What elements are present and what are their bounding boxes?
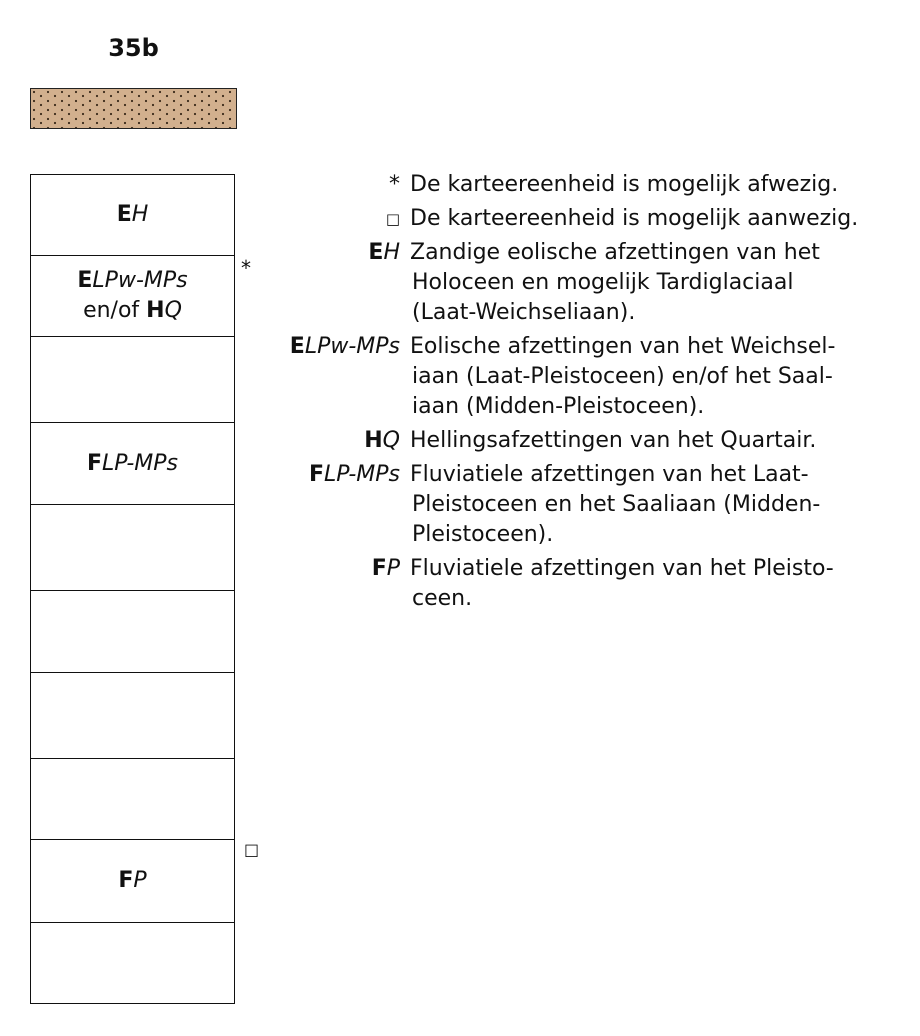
present-marker: □ [244, 840, 260, 859]
legend-code: FLP-MPs [309, 462, 400, 487]
layer-10[interactable] [30, 922, 235, 1004]
layer-7[interactable] [30, 672, 235, 759]
legend-text: Eolische afzettingen van het Weichsel- iaan (Laat-Pleistoceen) en/of het Saal- iaan (Midden-Pleistoceen). [410, 334, 836, 419]
layer-label: EH [116, 202, 149, 227]
legend-text: Fluviatiele afzettingen van het Pleisto- ceen. [410, 556, 834, 611]
legend-text: Zandige eolische afzettingen van het Holoceen en mogelijk Tardiglaciaal (Laat-Weichseliaan). [410, 240, 820, 325]
legend-text: Fluviatiele afzettingen van het Laat- Pleistoceen en het Saaliaan (Midden- Pleistoceen). [410, 462, 821, 547]
legend-code: FP [371, 556, 400, 581]
legend-text: De karteereenheid is mogelijk aanwezig. [410, 206, 859, 231]
layer-label: ELPw-MPs en/of HQ [77, 268, 188, 323]
layer-8[interactable] [30, 758, 235, 840]
legend-code: ELPw-MPs [289, 334, 400, 359]
sand-pattern-icon [31, 89, 236, 128]
layer-label: FLP-MPs [87, 450, 178, 476]
legend-text: De karteereenheid is mogelijk afwezig. [410, 172, 839, 197]
layer-9[interactable] [30, 839, 235, 923]
absent-marker: * [241, 256, 251, 280]
profile-title: 35b [108, 34, 159, 62]
legend-symbol: □ [385, 210, 400, 228]
layer-label: FP [118, 868, 147, 893]
legend-code: HQ [364, 428, 400, 453]
legend-text: Hellingsafzettingen van het Quartair. [410, 428, 817, 453]
top-soil-swatch [30, 88, 237, 129]
legend-symbol: * [389, 172, 400, 197]
layer-6[interactable] [30, 590, 235, 673]
legend-code: EH [368, 240, 400, 265]
